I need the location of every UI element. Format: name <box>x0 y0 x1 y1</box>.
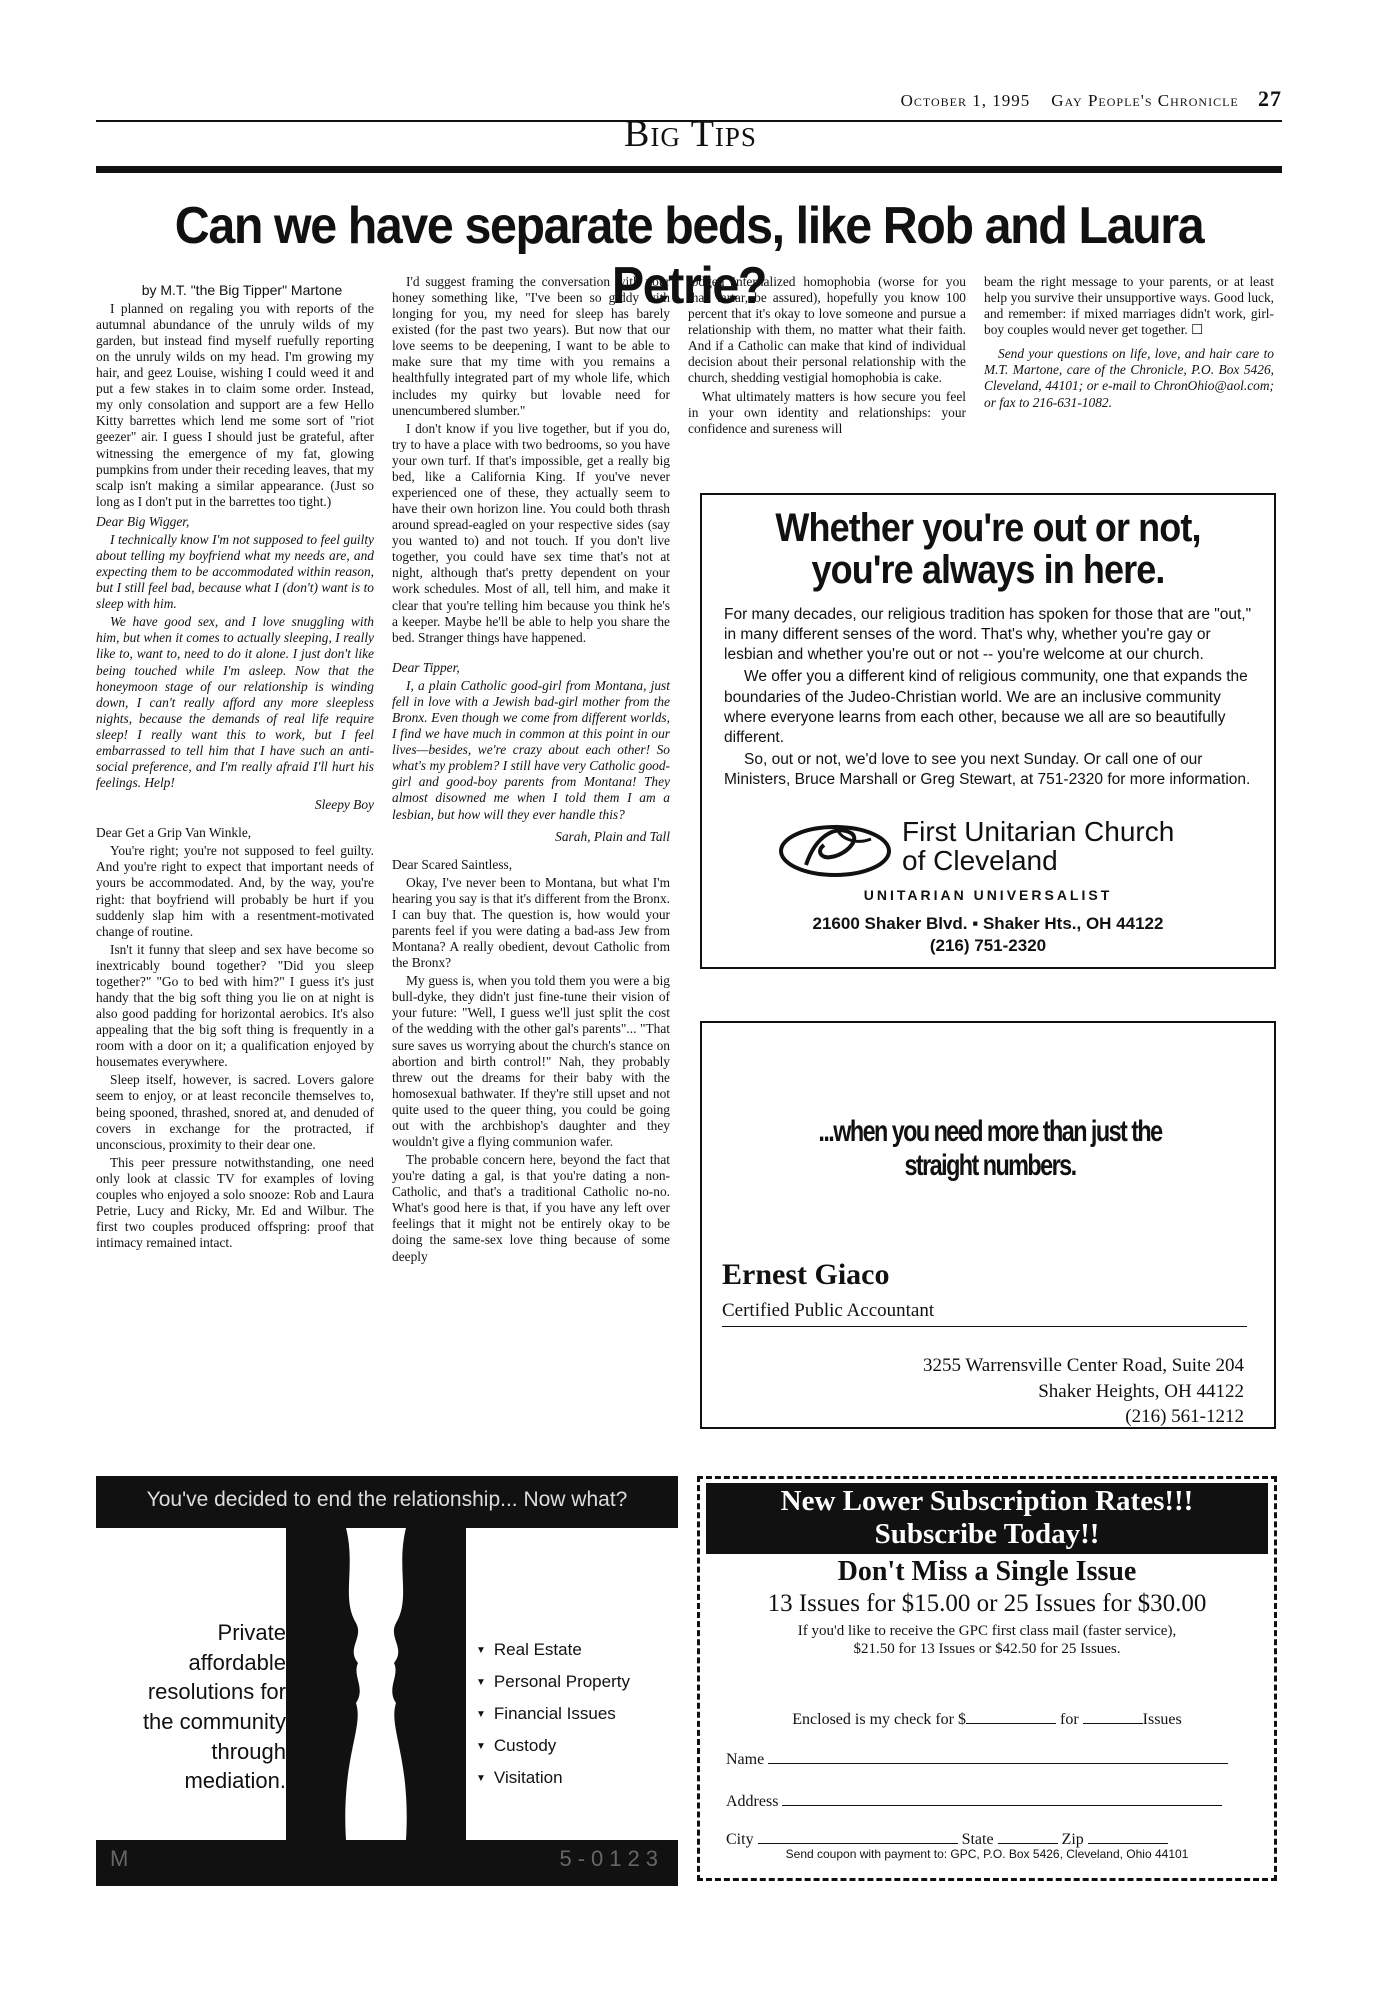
letter-salutation: Dear Tipper, <box>392 659 460 675</box>
chalice-logo-icon <box>776 815 894 883</box>
list-item: ▼ Real Estate <box>476 1640 630 1660</box>
letter-paragraph: I, a plain Catholic good-girl from Montana, just fell in love with a Jewish bad-girl mother from the Bronx. Even though we come from different worlds, I find we have much in common at this point in our lives—besides, we're crazy about each other! So what's my problem? I still have very Catholic good-girl and good-boy parents from Montana! They almost disowned me when I told them I am a lesbian, but how will they ever handle this? <box>392 677 670 822</box>
paragraph: Isn't it funny that sleep and sex have become so inextricably bound together? "Did you sleep together?" "Go to bed with him?" I guess it's just handy that the big soft thing you lie on at night is also good padding for horizontal aerobics. It's also appealing that the big soft thing is frequently in a room with a door on it; a qualification enjoyed by housemates everywhere. <box>96 941 374 1070</box>
subscription-offer: 13 Issues for $15.00 or 25 Issues for $30.00 <box>767 1589 1207 1617</box>
paragraph: We offer you a different kind of religious community, one that expands the boundaries of the Judeo-Christian world. We are an inclusive community where everyone learns from each other, because we all are so beautifully different. <box>724 668 1248 746</box>
paragraph: The probable concern here, beyond the fact that you're dating a gal, is that you're dating a non-Catholic, and that's a traditional Catholic no-no. What's good here is that, if you have any left over feelings that it might not be entirely okay to be doing the same-sex love thing because of some deeply <box>392 1152 670 1264</box>
coupon-instructions: Send coupon with payment to: GPC, P.O. Box 5426, Cleveland, Ohio 44101 <box>785 1847 1189 1861</box>
paragraph: Okay, I've never been to Montana, but what I'm hearing you say is that it's different from the Bronx. I can buy that. The question is, how would your parents feel if you were dating a bad-ass Jew from Montana? A really obedient, devout Catholic from the Bronx? <box>392 874 670 971</box>
mediation-ad-headline: You've decided to end the relationship... Now what? <box>146 1488 628 1511</box>
page-number: 27 <box>1258 86 1282 111</box>
paragraph: Sleep itself, however, is sacred. Lovers galore seem to enjoy, or at least reconcile themselves to, being spooned, thrashed, snored at, and denuded of covers in exchange for the protracted, if unconscious, proximity to their dear one. <box>96 1072 374 1152</box>
section-title: Big Tips <box>624 113 757 155</box>
church-contact: 21600 Shaker Blvd. ▪ Shaker Hts., OH 44122 (216) 751-2320 <box>812 914 1164 956</box>
cpa-ad <box>700 1021 1276 1429</box>
paragraph: beam the right message to your parents, or at least help you survive their unsupportive ways. Good luck, and remember: if mixed marriages didn't work, girl-boy couples would never get together. ☐ <box>984 274 1274 338</box>
article-column-4 <box>984 274 1274 413</box>
church-ad-headline: Whether you're out or not, you're always in here. <box>775 506 1201 592</box>
paragraph: For many decades, our religious tradition has spoken for those that are "out," in many different senses of the word. That's why, whether you're gay or lesbian and whether you're out or not -- you're welcome at our church. <box>724 606 1252 664</box>
letter-paragraph: We have good sex, and I love snuggling with him, but when it comes to actually sleeping, I really like to, want to, need to do it alone. I just don't like being touched while I'm asleep. Now that the honeymoon stage of our relationship is winding down, I can't really afford any more sleepless nights, because the demands of real life require sleep! I really want this to work, but I feel embarrassed to tell him that I have such an anti-social preference, and I'm really afraid I'll hurt his feelings. Help! <box>96 614 374 791</box>
paragraph: This peer pressure notwithstanding, one need only look at classic TV for examples of loving couples who enjoyed a solo snooze: Rob and Laura Petrie, Lucy and Ricky, Mr. Ed and Wilbur. The first two couples produced offspring: proof that intimacy remained intact. <box>96 1154 374 1251</box>
mediation-tagline: Private affordable resolutions for the community through mediation. <box>142 1620 286 1794</box>
publication-name: Gay People's Chronicle <box>1051 91 1239 110</box>
cpa-address: 3255 Warrensville Center Road, Suite 204 Shaker Heights, OH 44122 (216) 561-1212 <box>922 1355 1244 1428</box>
paragraph: You're right; you're not supposed to feel guilty. And you're right to expect that important needs of yours be accommodated. And, by the way, you're right: that boyfriend will probably be hurt if you suddenly slap him with a resentment-motivated change of routine. <box>96 843 374 939</box>
church-name: First Unitarian Church of Cleveland <box>902 816 1175 877</box>
mediation-ad: You've decided to end the relationship... Now what? Private affordable resolutions for the community through mediation. ▼ Real Estate ▼ Personal Property ▼ Financial Issues ▼ Custody ▼ Visitation M 5-0123 <box>96 1476 678 1886</box>
mediation-services-list <box>476 1640 630 1800</box>
paragraph: I planned on regaling you with reports of the autumnal abundance of the unruly wilds of my garden, but instead find myself ruefully reporting on the unruly wilds on my head. I'm growing my hair, and geez Louise, wishing I could weed it and put a few stakes in to claim some order. Instead, my only consolation and support are a few Hello Kitty barrettes which lend me some sort of "riot geezer" air. I guess I should just be grateful, after witnessing the emergence of my fat, glowing pumpkins from under their receding leaves, that my scalp isn't making a similar appearance. (Just so long as I don't put in the barrettes too tight.) <box>96 300 374 509</box>
amount-field[interactable] <box>966 1709 1056 1724</box>
paragraph: I'd suggest framing the conversation with your honey something like, "I've been so giddy with longing for you, my need for sleep has barely existed (for the past two years). But now that our love seems to be deepening, I want to be able to make sure that my time with you remains a healthfully integrated part of my whole life, which includes my quirky but lovable need for unencumbered slumber." <box>392 274 670 418</box>
church-ad <box>700 493 1276 969</box>
first-class-note: If you'd like to receive the GPC first class mail (faster service), $21.50 for 13 Issues or $42.50 for 25 Issues. <box>797 1622 1177 1658</box>
paragraph: My guess is, when you told them you were a big bull-dyke, they didn't just fine-tune their vision of your future: "Well, I guess we'll just split the cost of the wedding with the other gal's parents"... "That sure saves us worrying about the church's stance on abortion and birth control!" Nah, they probably threw out the dreams for their baby with the homosexual bathwater. If they're still upset and not quite used to the queer thing, you could be going out with the archbishop's daughter and they wouldn't give a flying communion wafer. <box>392 973 670 1149</box>
city-line: City State Zip <box>726 1829 1248 1849</box>
letter-salutation: Dear Big Wigger, <box>96 513 190 529</box>
state-field[interactable] <box>998 1829 1058 1844</box>
subscription-banner: New Lower Subscription Rates!!! Subscribe Today!! <box>706 1483 1268 1554</box>
church-ad-body <box>702 605 1274 790</box>
list-item: ▼ Custody <box>476 1736 630 1756</box>
name-line: Name <box>726 1749 1248 1769</box>
reply-salutation: Dear Scared Saintless, <box>392 856 513 872</box>
header-rule <box>96 166 1282 173</box>
subscription-ad <box>697 1476 1277 1881</box>
cpa-name: Ernest Giaco <box>722 1258 890 1291</box>
end-mark-icon: ☐ <box>1191 322 1204 338</box>
subscription-headline: Don't Miss a Single Issue <box>837 1555 1137 1587</box>
letter-paragraph: I technically know I'm not supposed to feel guilty about telling my boyfriend what my needs are, and expecting them to be accommodated within reason, but I still feel bad, because what I (don't) want is to sleep with him. <box>96 531 374 612</box>
article-column-3 <box>688 274 966 439</box>
paragraph: I don't know if you live together, but if you do, try to have a place with two bedrooms, so you have your own turf. If that's impossible, get a really big bed, like a California King. If you've never experienced one of these, they actually seem to have their own horizon line. You could both thrash around spread-eagled on your respective sides (say you wanted to) and not touch. If you don't live together, you could have sex time that's not at night, although that's pretty dependent on your work schedules. Most of all, tell him, and make it clear that you're telling him because you think he's a keeper. Maybe he'll be able to help you share the bed. Stranger things have happened. <box>392 420 670 645</box>
list-item: ▼ Personal Property <box>476 1672 630 1692</box>
cpa-tagline: ...when you need more than just the straight numbers. <box>818 1115 1162 1182</box>
mediation-ad-panel <box>96 1528 678 1840</box>
letter-signature: Sleepy Boy <box>314 797 374 813</box>
address-line: Address <box>726 1791 1248 1811</box>
contact-info: Send your questions on life, love, and hair care to M.T. Martone, care of the Chronicle, P.O. Box 5426, Cleveland, 44101; or e-mail to ChronOhio@aol.com; or fax to 216-631-1082. <box>984 346 1274 410</box>
article-headline: Can we have separate beds, like Rob and Laura Petrie? <box>174 197 1204 315</box>
faces-silhouette-icon <box>286 1528 466 1840</box>
folio <box>901 86 1282 112</box>
list-item: ▼ Visitation <box>476 1768 630 1788</box>
list-item: ▼ Financial Issues <box>476 1704 630 1724</box>
address-field[interactable] <box>782 1791 1222 1806</box>
letter-signature: Sarah, Plain and Tall <box>555 828 670 844</box>
issue-date: October 1, 1995 <box>900 91 1031 110</box>
denomination: UNITARIAN UNIVERSALIST <box>863 887 1113 903</box>
zip-field[interactable] <box>1088 1829 1168 1844</box>
cpa-title: Certified Public Accountant <box>722 1300 1247 1327</box>
paragraph: So, out or not, we'd love to see you next Sunday. Or call one of our Ministers, Bruce Marshall or Greg Stewart, at 751-2320 for more information. <box>724 750 1251 789</box>
reply-salutation: Dear Get a Grip Van Winkle, <box>96 825 252 841</box>
issues-field[interactable] <box>1083 1709 1143 1724</box>
article-column-2 <box>392 274 670 1267</box>
paragraph: What ultimately matters is how secure you feel in your own identity and relationships: your confidence and sureness will <box>688 388 966 436</box>
city-field[interactable] <box>758 1829 958 1844</box>
check-line: Enclosed is my check for $ for Issues <box>792 1711 1182 1728</box>
paragraph: lodged internalized homophobia (worse for you than tartar, be assured), hopefully you know 100 percent that it's okay to love someone and pursue a relationship with them, no matter what their faith. And if a Catholic can make that kind of individual decision about their personal relationship with the church, shedding vestigial homophobia is cake. <box>688 274 966 386</box>
name-field[interactable] <box>768 1749 1228 1764</box>
article-column-1 <box>96 282 374 1253</box>
byline: by M.T. "the Big Tipper" Martone <box>141 282 343 298</box>
